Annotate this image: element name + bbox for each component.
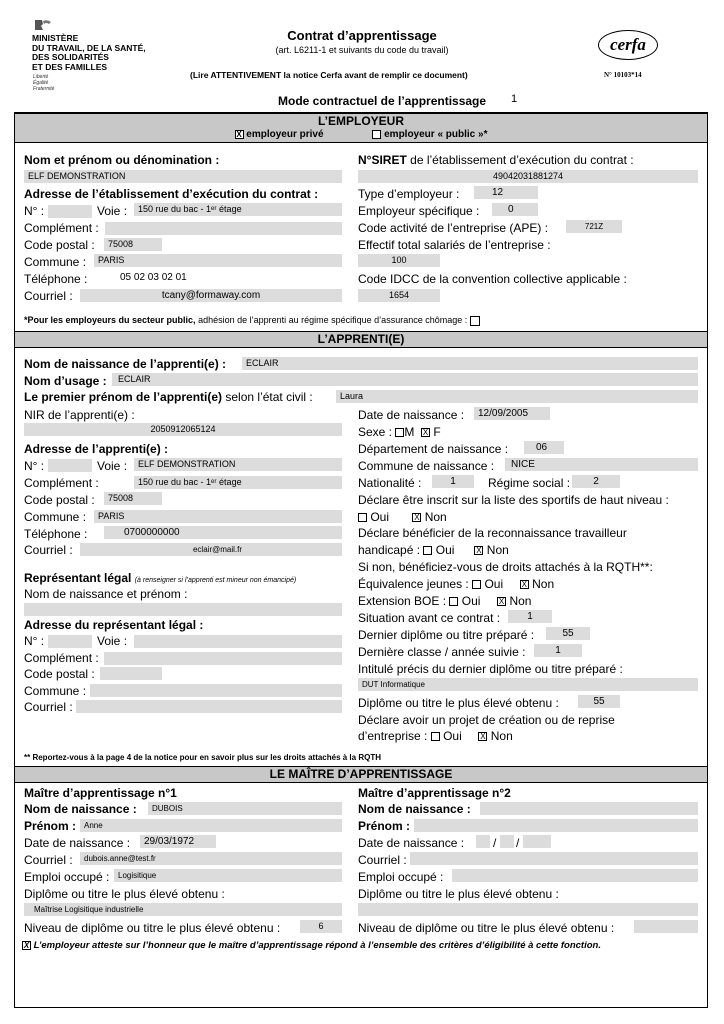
employeur-nom-field[interactable]: ELF DEMONSTRATION — [24, 170, 342, 183]
employeur-commune-label: Commune : — [24, 255, 87, 269]
maitre1-prenom-field[interactable]: Anne — [80, 819, 342, 832]
apprenti-nir-field[interactable]: 2050912065124 — [24, 423, 342, 436]
apprenti-regime-field[interactable]: 2 — [572, 475, 620, 488]
apprenti-tel-label: Téléphone : — [24, 527, 88, 541]
maitre2-niveau-field[interactable] — [634, 920, 698, 933]
apprenti-prenom-field[interactable]: Laura — [336, 390, 698, 403]
apprenti-classe-field[interactable]: 1 — [534, 644, 582, 657]
representant-nom-label: Nom de naissance et prénom : — [24, 587, 188, 601]
employeur-idcc-field[interactable]: 1654 — [358, 289, 440, 302]
apprenti-commune-naissance-label: Commune de naissance : — [358, 459, 495, 473]
apprenti-nom-usage-label: Nom d’usage : — [24, 374, 107, 388]
employeur-tel-field[interactable]: 05 02 03 02 01 — [106, 271, 342, 284]
republic-motto: Liberté Égalité Fraternité — [33, 74, 55, 92]
maitre2-date-month-field[interactable] — [500, 835, 514, 848]
maitre1-nom-label: Nom de naissance : — [24, 802, 137, 816]
representant-courriel-field[interactable] — [76, 700, 342, 713]
maitre2-emploi-field[interactable] — [452, 869, 698, 882]
apprenti-situation-field[interactable]: 1 — [508, 610, 552, 623]
maitre1-courriel-label: Courriel : — [24, 853, 73, 867]
employeur-type-field[interactable]: 12 — [474, 186, 538, 199]
public-chomage-checkbox[interactable] — [470, 316, 480, 326]
employeur-type-label: Type d’employeur : — [358, 187, 460, 201]
apprenti-diplome-obtenu-label: Diplôme ou titre le plus élevé obtenu : — [358, 696, 559, 710]
apprenti-projet-options: d’entreprise : Oui X Non — [358, 729, 513, 743]
employeur-nom-label: Nom et prénom ou dénomination : — [24, 153, 220, 167]
boe-oui-checkbox[interactable] — [449, 597, 458, 606]
representant-commune-label: Commune : — [24, 684, 87, 698]
cerfa-number: N° 10103*14 — [604, 71, 642, 79]
apprenti-equiv-options: Équivalence jeunes : Oui X Non — [358, 577, 555, 591]
apprenti-diplome-obtenu-field[interactable]: 55 — [578, 695, 620, 708]
projet-oui-checkbox[interactable] — [431, 732, 440, 741]
maitre2-date-year-field[interactable] — [523, 835, 551, 848]
form-subtitle: (art. L6211-1 et suivants du code du travail) — [275, 45, 449, 55]
maitre2-date-day-field[interactable] — [476, 835, 490, 848]
representant-legal-label: Représentant légal (à renseigner si l’apprenti est mineur non émancipé) — [24, 571, 297, 585]
maitre2-courriel-field[interactable] — [410, 852, 698, 865]
apprenti-nir-label: NIR de l’apprenti(e) : — [24, 408, 135, 422]
employeur-numero-label: N° : — [24, 204, 45, 218]
apprenti-date-naissance-label: Date de naissance : — [358, 408, 465, 422]
apprenti-nationalite-label: Nationalité : — [358, 476, 422, 490]
apprenti-courriel-field[interactable]: eclair@mail.fr — [80, 543, 342, 556]
representant-voie-field[interactable] — [134, 635, 342, 648]
maitre2-date-sep-2: / — [516, 836, 520, 850]
representant-cp-label: Code postal : — [24, 667, 95, 681]
maitre2-prenom-field[interactable] — [414, 819, 698, 832]
representant-numero-field[interactable] — [48, 635, 92, 648]
employeur-commune-field[interactable]: PARIS — [94, 254, 342, 267]
rqth-oui-checkbox[interactable] — [423, 546, 432, 555]
apprenti-diplome-prepare-label: Dernier diplôme ou titre préparé : — [358, 628, 535, 642]
apprenti-numero-label: N° : — [24, 459, 45, 473]
employeur-specifique-field[interactable]: 0 — [492, 203, 538, 216]
cerfa-logo: cerfa — [598, 30, 658, 60]
maitre2-title: Maître d’apprentissage n°2 — [358, 786, 511, 800]
representant-nom-field[interactable] — [24, 603, 342, 616]
mode-contractuel-value[interactable]: 1 — [511, 93, 518, 105]
attestation-row: X L’employeur atteste sur l’honneur que le maître d’apprentissage répond à l’ensemble des critères d’éligibilité à cette fonction. — [23, 940, 601, 951]
maitre2-date-sep-1: / — [493, 836, 497, 850]
section-maitre-header: LE MAÎTRE D’APPRENTISSAGE — [15, 766, 707, 783]
employeur-idcc-label: Code IDCC de la convention collective applicable : — [358, 272, 627, 286]
apprenti-regime-label: Régime social : — [488, 476, 571, 490]
employeur-complement-label: Complément : — [24, 221, 99, 235]
rqth-footnote: ** Reportez-vous à la page 4 de la notice pour en savoir plus sur les droits attachés à la RQTH — [24, 753, 381, 762]
apprenti-intitule-field[interactable]: DUT Informatique — [358, 678, 698, 691]
apprenti-sportif-label: Déclare être inscrit sur la liste des sportifs de haut niveau : — [358, 493, 669, 507]
equiv-non-checkbox[interactable]: X — [521, 580, 527, 590]
apprenti-adresse-label: Adresse de l’apprenti(e) : — [24, 442, 169, 456]
ministry-name: MINISTÈRE DU TRAVAIL, DE LA SANTÉ, DES SOLIDARITÉS ET DES FAMILLES — [32, 33, 146, 72]
maitre1-niveau-label: Niveau de diplôme ou titre le plus élevé obtenu : — [24, 921, 281, 935]
apprenti-numero-field[interactable] — [48, 459, 92, 472]
apprenti-droits-label: Si non, bénéficiez-vous de droits attachés à la RQTH**: — [358, 560, 653, 574]
sportif-oui-checkbox[interactable] — [358, 513, 367, 522]
representant-cp-field[interactable] — [100, 667, 162, 680]
apprenti-commune-naissance-field[interactable]: NICE — [505, 458, 698, 471]
representant-numero-label: N° : — [24, 634, 45, 648]
employeur-ape-label: Code activité de l’entreprise (APE) : — [358, 221, 549, 235]
apprenti-diplome-prepare-field[interactable]: 55 — [546, 627, 590, 640]
maitre2-date-label: Date de naissance : — [358, 836, 465, 850]
apprenti-voie-label: Voie : — [97, 459, 128, 473]
employeur-courriel-field[interactable]: tcany@formaway.com — [80, 289, 342, 302]
maitre1-nom-field[interactable]: DUBOIS — [148, 802, 342, 815]
sexe-f-checkbox[interactable]: X — [422, 428, 429, 438]
maitre1-emploi-label: Emploi occupé : — [24, 870, 110, 884]
representant-complement-label: Complément : — [24, 651, 99, 665]
maitre1-date-field[interactable]: 29/03/1972 — [140, 835, 216, 848]
apprenti-nom-naissance-field[interactable]: ECLAIR — [242, 357, 698, 370]
rqth-non-checkbox[interactable]: X — [476, 546, 482, 556]
employeur-public-checkbox[interactable] — [372, 130, 381, 139]
boe-non-checkbox[interactable]: X — [498, 597, 505, 607]
employeur-siret-field[interactable]: 49042031881274 — [358, 170, 698, 183]
maitre1-diplome-field[interactable]: Maîtrise Logisitique industrielle — [24, 903, 342, 916]
apprenti-date-naissance-field[interactable]: 12/09/2005 — [474, 407, 550, 420]
apprenti-rqth-options: handicapé : Oui X Non — [358, 543, 509, 557]
apprenti-projet-label-1: Déclare avoir un projet de création ou de reprise — [358, 713, 615, 727]
attestation-checkbox[interactable]: X — [23, 940, 30, 950]
section-employeur-header: L’EMPLOYEUR X employeur privé employeur « public »* — [15, 113, 707, 143]
form-title: Contrat d’apprentissage — [287, 28, 437, 43]
maitre2-niveau-label: Niveau de diplôme ou titre le plus élevé obtenu : — [358, 921, 615, 935]
employeur-ape-field[interactable]: 721Z — [566, 220, 622, 233]
apprenti-complement-label: Complément : — [24, 476, 99, 490]
apprenti-dept-field[interactable]: 06 — [524, 441, 564, 454]
public-note: *Pour les employeurs du secteur public, adhésion de l’apprenti au régime spécifique d’assurance chômage : — [24, 315, 480, 326]
projet-non-checkbox[interactable]: X — [480, 732, 486, 742]
maitre2-prenom-label: Prénom : — [358, 819, 411, 833]
apprenti-nom-naissance-label: Nom de naissance de l’apprenti(e) : — [24, 357, 227, 371]
employeur-adresse-label: Adresse de l’établissement d’exécution du contrat : — [24, 187, 319, 201]
apprenti-situation-label: Situation avant ce contrat : — [358, 611, 501, 625]
apprenti-voie-field[interactable]: ELF DEMONSTRATION — [134, 458, 342, 471]
apprenti-boe-options: Extension BOE : Oui X Non — [358, 594, 532, 608]
maitre1-courriel-field[interactable]: dubois.anne@test.fr — [80, 852, 342, 865]
representant-commune-field[interactable] — [90, 684, 342, 697]
employeur-siret-label: N°SIRET de l’établissement d’exécution du contrat : — [358, 153, 634, 167]
notice-text: (Lire ATTENTIVEMENT la notice Cerfa avant de remplir ce document) — [190, 70, 468, 80]
apprenti-courriel-label: Courriel : — [24, 543, 73, 557]
apprenti-cp-field[interactable]: 75008 — [104, 492, 162, 505]
representant-adresse-label: Adresse du représentant légal : — [24, 618, 204, 632]
representant-voie-label: Voie : — [97, 634, 128, 648]
maitre2-nom-field[interactable] — [480, 802, 698, 815]
maitre1-diplome-label: Diplôme ou titre le plus élevé obtenu : — [24, 887, 225, 901]
mode-contractuel-label: Mode contractuel de l’apprentissage — [278, 94, 487, 108]
apprenti-rqth-label-1: Déclare bénéficier de la reconnaissance travailleur — [358, 526, 627, 540]
apprenti-commune-field[interactable]: PARIS — [94, 510, 342, 523]
employeur-voie-label: Voie : — [97, 204, 128, 218]
employeur-effectif-field[interactable]: 100 — [358, 254, 440, 267]
maitre2-diplome-label: Diplôme ou titre le plus élevé obtenu : — [358, 887, 559, 901]
employeur-effectif-label: Effectif total salariés de l’entreprise : — [358, 238, 551, 252]
employeur-cp-field[interactable]: 75008 — [104, 238, 162, 251]
maitre1-title: Maître d’apprentissage n°1 — [24, 786, 177, 800]
maitre2-nom-label: Nom de naissance : — [358, 802, 471, 816]
representant-complement-field[interactable] — [104, 652, 342, 665]
apprenti-nationalite-field[interactable]: 1 — [432, 475, 474, 488]
sportif-non-checkbox[interactable]: X — [414, 513, 420, 523]
apprenti-nom-usage-field[interactable]: ECLAIR — [112, 373, 698, 386]
representant-courriel-label: Courriel : — [24, 700, 73, 714]
employeur-specifique-label: Employeur spécifique : — [358, 204, 480, 218]
apprenti-classe-label: Dernière classe / année suivie : — [358, 645, 526, 659]
apprenti-tel-field[interactable]: 0700000000 — [104, 526, 342, 539]
employeur-cp-label: Code postal : — [24, 238, 95, 252]
apprenti-complement-field[interactable]: 150 rue du bac - 1ᵉʳ étage — [134, 476, 342, 489]
section-apprenti-header: L’APPRENTI(E) — [15, 331, 707, 348]
apprenti-intitule-label: Intitulé précis du dernier diplôme ou titre préparé : — [358, 662, 623, 676]
maitre1-date-label: Date de naissance : — [24, 836, 131, 850]
maitre2-courriel-label: Courriel : — [358, 853, 407, 867]
maitre1-niveau-field[interactable]: 6 — [300, 920, 342, 933]
employeur-numero-field[interactable] — [48, 205, 92, 218]
apprenti-commune-label: Commune : — [24, 510, 87, 524]
employeur-complement-field[interactable] — [105, 222, 342, 235]
employeur-voie-field[interactable]: 150 rue du bac - 1ᵉʳ étage — [134, 203, 342, 216]
apprenti-sportif-options: Oui X Non — [358, 510, 447, 524]
maitre2-emploi-label: Emploi occupé : — [358, 870, 444, 884]
apprenti-cp-label: Code postal : — [24, 493, 95, 507]
apprenti-sexe-label: Sexe : M X F — [358, 425, 441, 439]
apprenti-dept-label: Département de naissance : — [358, 442, 509, 456]
apprenti-prenom-label: Le premier prénom de l’apprenti(e) selon l’état civil : — [24, 390, 313, 404]
equiv-oui-checkbox[interactable] — [472, 580, 481, 589]
employeur-tel-label: Téléphone : — [24, 272, 88, 286]
maitre2-diplome-field[interactable] — [358, 903, 698, 916]
employeur-courriel-label: Courriel : — [24, 289, 73, 303]
maitre1-emploi-field[interactable]: Logisitique — [114, 869, 342, 882]
maitre1-prenom-label: Prénom : — [24, 819, 77, 833]
employeur-prive-checkbox[interactable]: X — [236, 129, 242, 139]
